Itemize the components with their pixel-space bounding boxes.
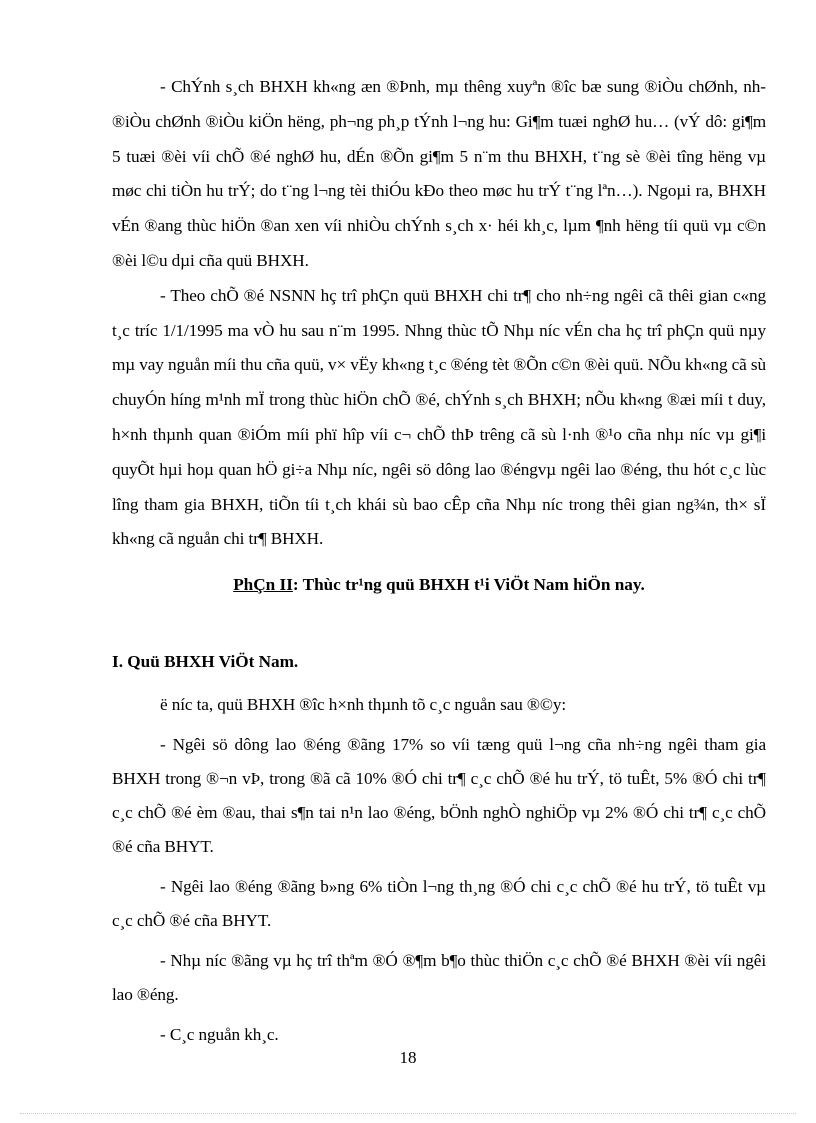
page-bottom-divider — [20, 1113, 796, 1114]
paragraph-employer-contribution: - Ngêi sö dông lao ®éng ®ãng 17% so víi tæng quü l¬ng cña nh÷ng ngêi tham gia BHXH trong ®¬n vÞ, trong ®ã cã 10% ®Ó chi tr¶ c¸c chÕ ®é hu trÝ, tö tuÊt, 5% ®Ó chi tr¶ c¸c chÕ ®é èm ®au, thai s¶n tai n¹n lao ®éng, bÖnh nghÒ nghiÖp vµ 2% ®Ó chi tr¶ c¸c chÕ ®é cña BHYT. — [112, 735, 766, 856]
paragraph-other-sources: - C¸c nguån kh¸c. — [160, 1025, 279, 1044]
paragraph-employee-contribution: - Ngêi lao ®éng ®ãng b»ng 6% tiÒn l¬ng th¸ng ®Ó chi c¸c chÕ ®é hu trÝ, tö tuÊt vµ c¸c chÕ ®é cña BHYT. — [112, 877, 766, 930]
page-content — [112, 70, 766, 1044]
section-heading — [112, 575, 766, 595]
subsection-heading: I. Quü BHXH ViÖt Nam. — [112, 652, 299, 671]
page-number: 18 — [399, 1048, 417, 1067]
section-part-title: : Thùc tr¹ng quü BHXH t¹i ViÖt Nam hiÖn nay. — [292, 575, 645, 594]
fund-sources-section — [112, 688, 766, 1052]
paragraph-fund-intro: ë níc ta, quü BHXH ®îc h×nh thµnh tõ c¸c nguån sau ®©y: — [160, 695, 567, 714]
paragraph-policy-instability: - ChÝnh s¸ch BHXH kh«ng æn ®Þnh, mµ thêng xuyªn ®îc bæ sung ®iÒu chØnh, nh ®iÒu chØnh ®iÒu kiÖn hëng, ph¬ng ph¸p tÝnh l¬ng hu: Gi¶m tuæi nghØ hu… (vÝ dô: gi¶m 5 tuæi ®èi víi chÕ ®é nghØ hu, dÉn ®Õn gi¶m 5 n¨m thu BHXH, t¨ng sè ®èi tîng hëng vµ møc chi tiÒn hu trÝ; do t¨ng l¬ng tèi thiÓu kÐo theo møc hu trÝ t¨ng lªn…). Ngoµi ra, BHXH vÉn ®ang thùc hiÖn ®an xen víi nhiÒu chÝnh s¸ch x· héi kh¸c, lµm ¶nh hëng tíi quü vµ c©n ®èi l©u dµi cña quü BHXH. — [112, 77, 766, 270]
paragraph-state-contribution: - Nhµ níc ®ãng vµ hç trî thªm ®Ó ®¶m b¶o thùc thiÖn c¸c chÕ ®é BHXH ®èi víi ngêi lao ®éng. — [112, 951, 766, 1004]
section-part-label: PhÇn II — [233, 575, 293, 594]
paragraph-state-budget-support: - Theo chÕ ®é NSNN hç trî phÇn quü BHXH chi tr¶ cho nh÷ng ngêi cã thêi gian c«ng t¸c tríc 1/1/1995 ma vÒ hu sau n¨m 1995. Nhng thùc tÕ Nhµ níc vÉn cha hç trî phÇn quü nµy mµ vay nguån míi thu cña quü, v× vËy kh«ng t¸c ®éng tèt ®Õn c©n ®èi quü. NÕu kh«ng cã sù chuyÓn híng m¹nh mÏ trong thùc hiÖn chÕ ®é, chÝnh s¸ch BHXH; nÕu kh«ng ®æi míi t duy, h×nh thµnh quan ®iÓm míi phï hîp víi c¬ chÕ thÞ trêng cã sù l·nh ®¹o cña nhµ níc vµ gi¶i quyÕt hµi hoµ quan hÖ gi÷a Nhµ níc, ngêi sö dông lao ®éngvµ ngêi lao ®éng, thu hót c¸c lùc lîng tham gia BHXH, tiÕn tíi t¸ch khái sù bao cÊp cña Nhµ níc trong thêi gian ng¾n, th× sÏ kh«ng cã nguån chi tr¶ BHXH. — [112, 285, 766, 549]
